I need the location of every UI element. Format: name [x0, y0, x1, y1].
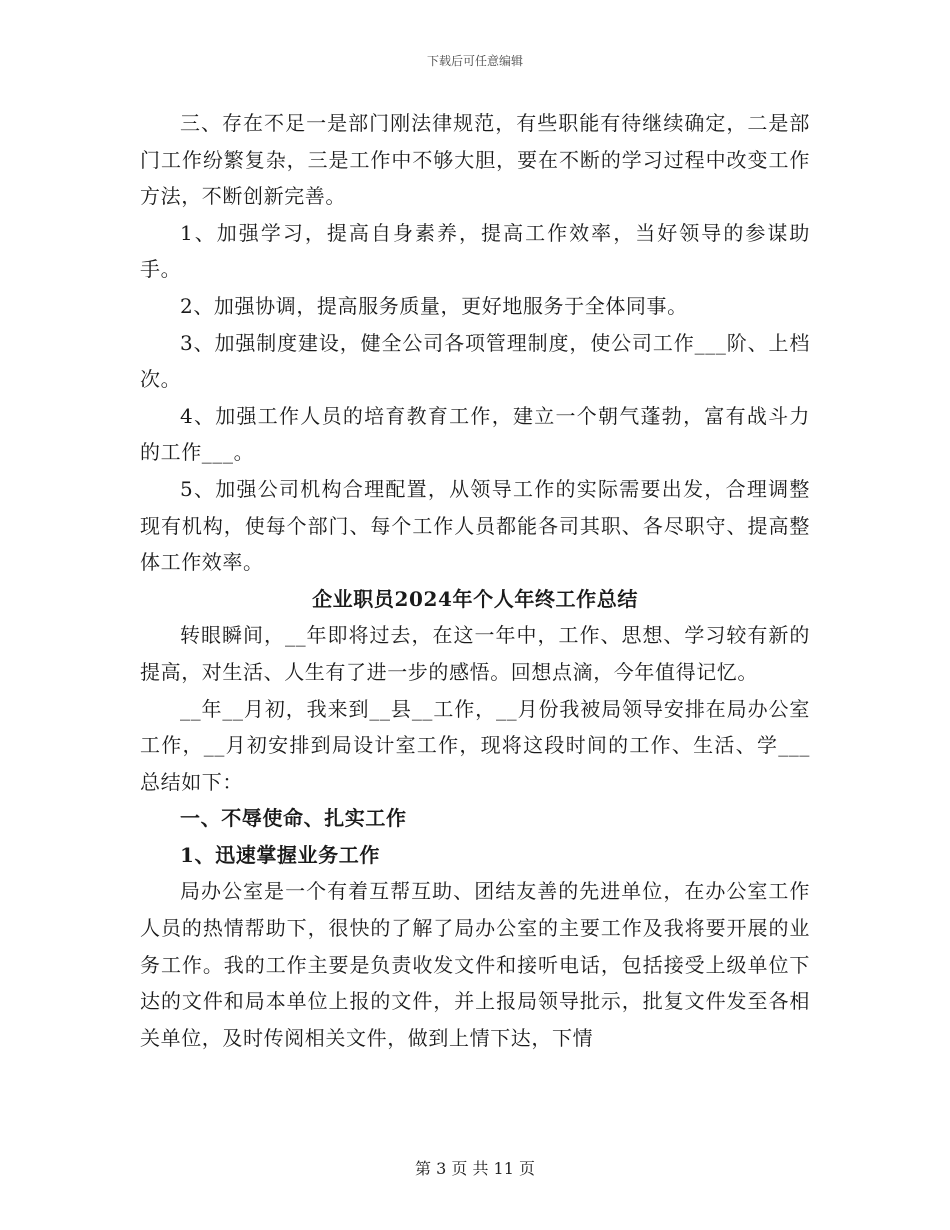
paragraph-item-1: 1、加强学习，提高自身素养，提高工作效率，当好领导的参谋助手。: [140, 220, 810, 282]
paragraph-intro: 转眼瞬间，__年即将过去，在这一年中，工作、思想、学习较有新的提高，对生活、人生有了进一步的感悟。回想点滴，今年值得记忆。: [140, 623, 810, 684]
page-footer: 第 3 页 共 11 页: [415, 1159, 535, 1178]
paragraph-item-2: 2、加强协调，提高服务质量，更好地服务于全体同事。: [180, 293, 688, 318]
page-header: 下载后可任意编辑: [426, 54, 523, 68]
paragraph-item-4: 4、加强工作人员的培育教育工作，建立一个朝气蓬勃，富有战斗力的工作___。: [140, 403, 810, 465]
document-body: [140, 105, 810, 1056]
paragraph-shortcomings: 三、存在不足一是部门刚法律规范，有些职能有待继续确定，二是部门工作纷繁复杂，三是工作中不够大胆，要在不断的学习过程中改变工作方法，不断创新完善。: [140, 111, 810, 209]
paragraph-office-work: 局办公室是一个有着互帮互助、团结友善的先进单位，在办公室工作人员的热情帮助下，很快的了解了局办公室的主要工作及我将要开展的业务工作。我的工作主要是负责收发文件和接听电话，包括接受上级单位下达的文件和局本单位上报的文件，并上报局领导批示，批复文件发至各相关单位，及时传阅相关文件，做到上情下达，下情: [140, 879, 810, 1050]
paragraph-item-3: 3、加强制度建设，健全公司各项管理制度，使公司工作___阶、上档次。: [140, 330, 810, 392]
heading-level-1: 一、不辱使命、扎实工作: [180, 806, 407, 831]
paragraph-timeline: __年__月初，我来到__县__工作，__月份我被局领导安排在局办公室工作，__月初安排到局设计室工作，现将这段时间的工作、生活、学___总结如下：: [140, 696, 810, 794]
heading-level-2: 1、迅速掌握业务工作: [180, 842, 380, 867]
paragraph-item-5: 5、加强公司机构合理配置，从领导工作的实际需要出发，合理调整现有机构，使每个部门、每个工作人员都能各司其职、各尽职守、提高整体工作效率。: [140, 476, 810, 575]
section-title: 企业职员2024年个人年终工作总结: [312, 586, 638, 611]
